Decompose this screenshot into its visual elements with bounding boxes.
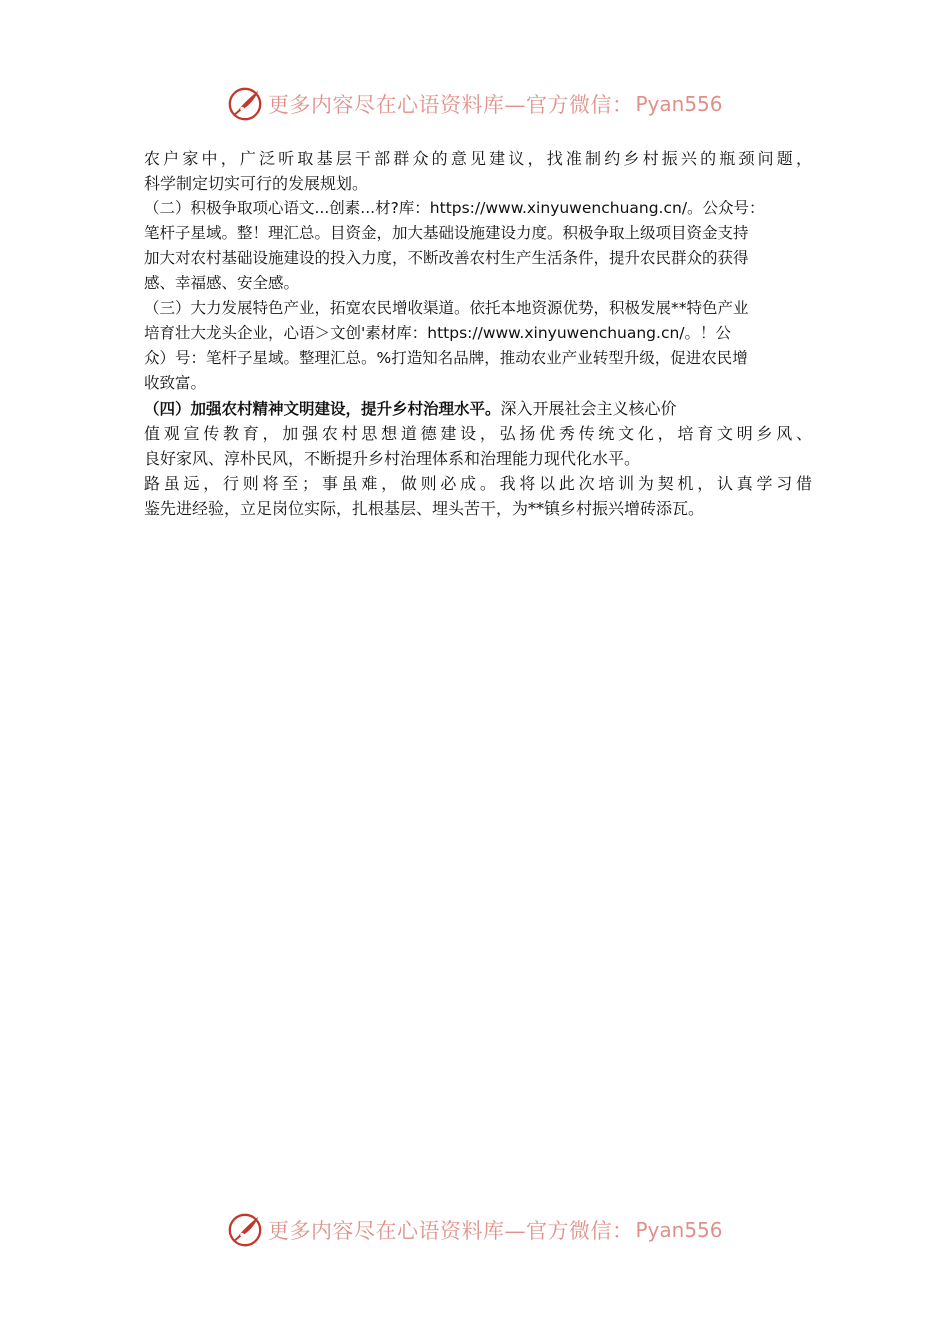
header-slogan: 更多内容尽在心语资料库—官方微信： — [268, 93, 634, 117]
text-line: 培育壮大龙头企业，心语＞文创'素材库：https://www.xinyuwenchuang.cn/。！公 — [144, 324, 732, 342]
text-line: （二）积极争取项心语文...创素...材?库：https://www.xinyuwenchuang.cn/。公众号： — [144, 199, 765, 217]
text-line: 加大对农村基础设施建设的投入力度，不断改善农村生产生活条件，提升农民群众的获得 — [144, 249, 749, 267]
text-line: 良好家风、淳朴民风，不断提升乡村治理体系和治理能力现代化水平。 — [144, 449, 641, 468]
text-line: 科学制定切实可行的发展规划。 — [144, 174, 369, 193]
footer-slogan: 更多内容尽在心语资料库—官方微信： — [268, 1219, 634, 1243]
footer-banner — [226, 1210, 723, 1250]
quill-logo-icon — [226, 1211, 264, 1249]
paragraph-four-text: 深入开展社会主义核心价 — [500, 399, 677, 418]
text-line: 笔杆子星域。整！理汇总。目资金，加大基础设施建设力度。积极争取上级项目资金支持 — [144, 224, 749, 242]
paragraph-four-heading: （四）加强农村精神文明建设，提升乡村治理水平。 — [144, 400, 501, 418]
text-line: 感、幸福感、安全感。 — [144, 274, 300, 292]
text-line: 众）号：笔杆子星域。整理汇总。%打造知名品牌，推动农业产业转型升级，促进农民增 — [144, 349, 748, 367]
header-wechat-id: Pyan556 — [635, 92, 723, 116]
footer-wechat-id: Pyan556 — [635, 1218, 723, 1242]
text-line: 值观宣传教育，加强农村思想道德建设，弘扬优秀传统文化，培育文明乡风、 — [144, 424, 812, 443]
text-line: 农户家中，广泛听取基层干部群众的意见建议，找准制约乡村振兴的瓶颈问题， — [144, 149, 812, 168]
closing-line: 鉴先进经验，立足岗位实际，扎根基层、埋头苦干，为**镇乡村振兴增砖添瓦。 — [144, 499, 705, 518]
text-line: （三）大力发展特色产业，拓宽农民增收渠道。依托本地资源优势，积极发展**特色产业 — [144, 299, 749, 317]
text-line: 收致富。 — [144, 374, 207, 392]
header-banner — [226, 84, 723, 124]
closing-line: 路虽远，行则将至；事虽难，做则必成。我将以此次培训为契机，认真学习借 — [144, 474, 812, 493]
document-body — [144, 146, 812, 521]
paragraph-four-first-line — [144, 396, 812, 421]
quill-logo-icon — [226, 85, 264, 123]
